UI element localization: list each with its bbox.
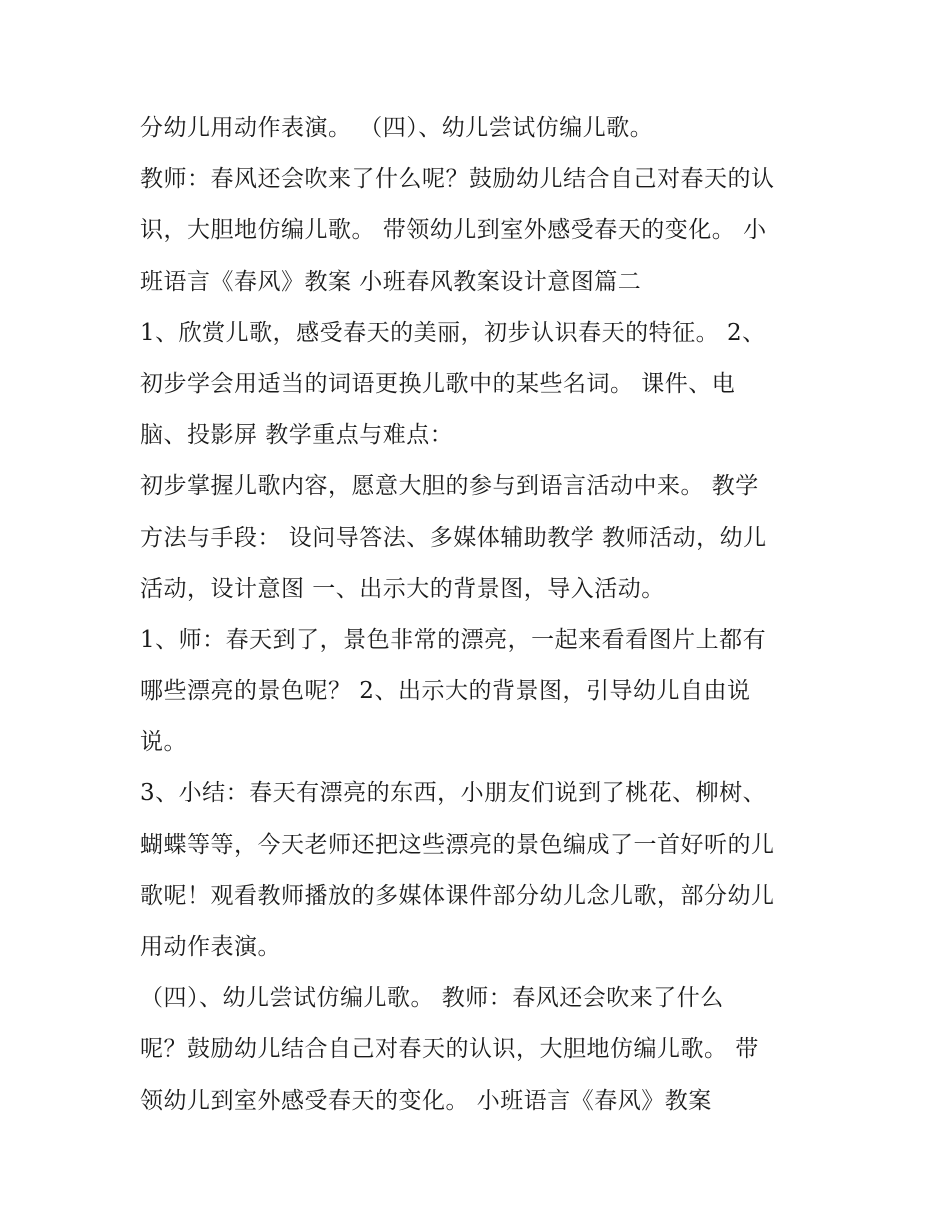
text-line: 初步学会用适当的词语更换儿歌中的某些名词。 课件、电 [140,370,736,397]
text-line: 歌呢！观看教师播放的多媒体课件部分幼儿念儿歌，部分幼儿 [140,882,775,909]
text-line: 识，大胆地仿编儿歌。 带领幼儿到室外感受春天的变化。 小 [140,217,767,244]
text-line: 分幼儿用动作表演。 （四）、幼儿尝试仿编儿歌。 [140,115,654,141]
text-line: 哪些漂亮的景色呢？ 2、出示大的背景图，引导幼儿自由说 [140,678,751,705]
text-line: 1、师：春天到了，景色非常的漂亮，一起来看看图片上都有 [140,626,767,653]
text-line: 脑、投影屏 教学重点与难点： [140,422,454,449]
text-line: 说。 [140,729,187,756]
text-line: 1、欣赏儿歌，感受春天的美丽，初步认识春天的特征。 2、 [140,319,766,346]
text-line: 方法与手段： 设问导答法、多媒体辅助教学 教师活动，幼儿 [140,524,767,551]
text-line: 呢？鼓励幼儿结合自己对春天的认识，大胆地仿编儿歌。 带 [140,1036,759,1063]
text-line: 蝴蝶等等，今天老师还把这些漂亮的景色编成了一首好听的儿 [140,831,775,858]
text-line: 活动，设计意图 一、出示大的背景图，导入活动。 [140,575,665,602]
text-line: 教师：春风还会吹来了什么呢？鼓励幼儿结合自己对春天的认 [140,166,775,193]
text-line: 3、小结：春天有漂亮的东西，小朋友们说到了桃花、柳树、 [140,780,767,807]
text-line: 班语言《春风》教案 小班春风教案设计意图篇二 [140,268,642,295]
text-line: 初步掌握儿歌内容，愿意大胆的参与到语言活动中来。 教学 [140,473,759,500]
text-line: 用动作表演。 [140,934,281,960]
body-text [140,103,820,1127]
text-line: 领幼儿到室外感受春天的变化。 小班语言《春风》教案 [140,1087,712,1114]
text-line: （四）、幼儿尝试仿编儿歌。 教师：春风还会吹来了什么 [140,985,724,1012]
